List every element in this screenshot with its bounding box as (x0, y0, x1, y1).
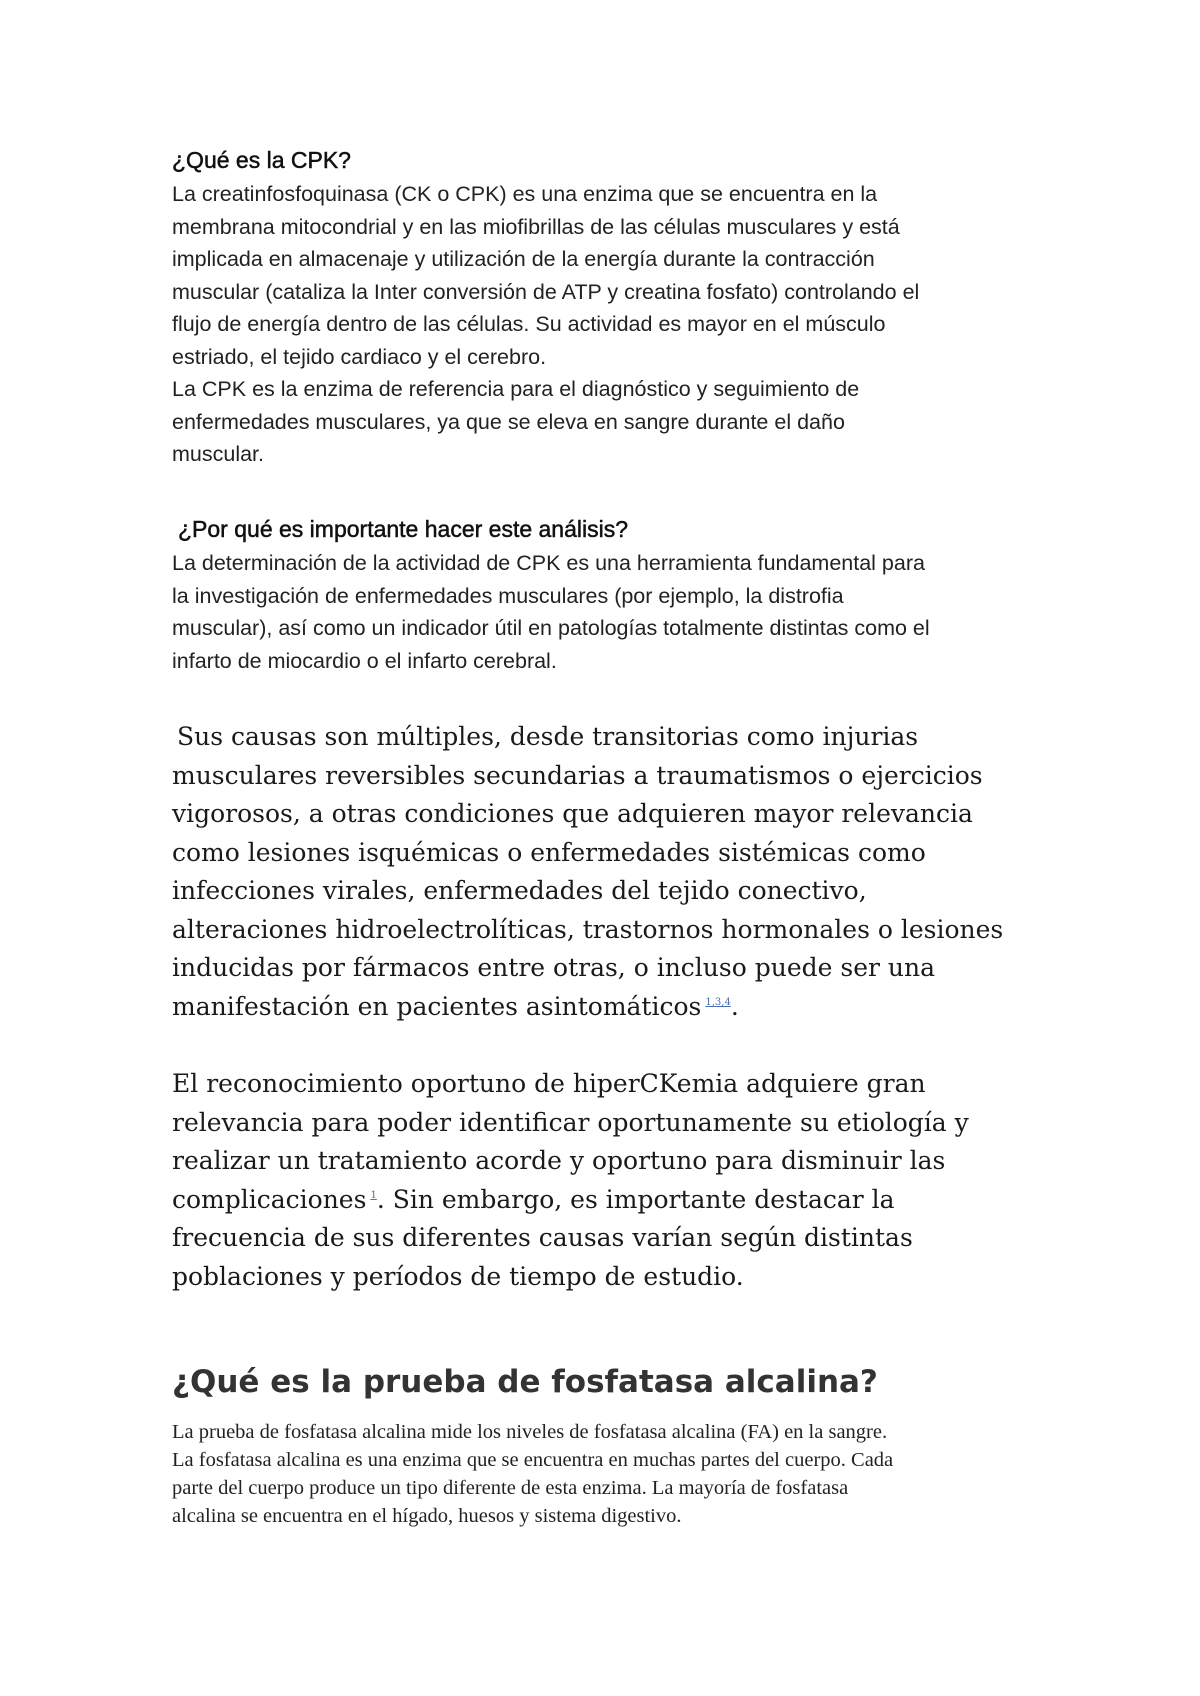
text-segment: . (730, 991, 739, 1021)
text-line: Sus causas son múltiples, desde transitorias como injurias (177, 722, 919, 751)
text-line: membrana mitocondrial y en las miofibrillas de las células musculares y está (172, 214, 900, 239)
text-line: muscular (cataliza la Inter conversión de ATP y creatina fosfato) controlando el (172, 279, 920, 304)
text-segment: complicaciones (172, 1184, 367, 1214)
text-line: La CPK es la enzima de referencia para el diagnóstico y seguimiento de (172, 377, 860, 401)
cpk-heading: ¿Qué es la CPK? (172, 147, 351, 173)
text-line: La prueba de fosfatasa alcalina mide los niveles de fosfatasa alcalina (FA) en la sangre. (172, 1421, 888, 1443)
text-line: frecuencia de sus diferentes causas varían según distintas (172, 1223, 913, 1252)
importance-paragraph (172, 547, 1052, 677)
text-line: La determinación de la actividad de CPK es una herramienta fundamental para (172, 551, 925, 575)
text-line: estriado, el tejido cardiaco y el cerebro. (172, 344, 547, 369)
causes-paragraph (172, 718, 1052, 1026)
text-line: infecciones virales, enfermedades del tejido conectivo, (172, 876, 867, 905)
text-line: parte del cuerpo produce un tipo diferente de esta enzima. La mayoría de fosfatasa (172, 1477, 849, 1499)
text-line: La fosfatasa alcalina es una enzima que se encuentra en muchas partes del cuerpo. Cada (172, 1449, 894, 1471)
text-line: vigorosos, a otras condiciones que adquieren mayor relevancia (172, 799, 973, 828)
text-line: enfermedades musculares, ya que se eleva en sangre durante el daño (172, 409, 845, 434)
fosfatasa-paragraph (172, 1418, 1052, 1530)
recognition-paragraph (172, 1065, 1052, 1296)
text-line: infarto de miocardio o el infarto cerebral. (172, 648, 557, 673)
text-segment: . Sin embargo, es importante destacar la (376, 1184, 895, 1214)
text-line: La creatinfosfoquinasa (CK o CPK) es una enzima que se encuentra en la (172, 182, 878, 206)
text-line: alteraciones hidroelectrolíticas, trastornos hormonales o lesiones (172, 914, 1004, 944)
reference-link[interactable]: 1 (370, 1190, 377, 1202)
text-line: como lesiones isquémicas o enfermedades sistémicas como (172, 837, 926, 867)
text-line: muscular. (172, 442, 265, 466)
text-line: relevancia para poder identificar oportunamente su etiología y (172, 1107, 969, 1137)
text-line: realizar un tratamiento acorde y oportuno para disminuir las (172, 1146, 946, 1175)
text-line: muscular), así como un indicador útil en patologías totalmente distintas como el (172, 616, 930, 640)
text-line (172, 988, 1052, 1027)
text-line: musculares reversibles secundarias a traumatismos o ejercicios (172, 760, 983, 790)
text-segment: manifestación en pacientes asintomáticos (172, 991, 702, 1021)
text-line: la investigación de enfermedades musculares (por ejemplo, la distrofia (172, 583, 844, 608)
text-line: flujo de energía dentro de las células. Su actividad es mayor en el músculo (172, 312, 886, 336)
reference-link[interactable]: 1,3,4 (705, 997, 731, 1009)
text-line: El reconocimiento oportuno de hiperCKemia adquiere gran (172, 1069, 926, 1098)
text-line: inducidas por fármacos entre otras, o incluso puede ser una (172, 953, 935, 982)
text-line: alcalina se encuentra en el hígado, huesos y sistema digestivo. (172, 1505, 682, 1527)
text-line: poblaciones y períodos de tiempo de estudio. (172, 1261, 744, 1291)
text-line (172, 1181, 1052, 1220)
cpk-paragraph (172, 178, 1052, 471)
fosfatasa-heading: ¿Qué es la prueba de fosfatasa alcalina? (172, 1364, 878, 1400)
importance-heading: ¿Por qué es importante hacer este análisis? (178, 516, 629, 542)
text-line: implicada en almacenaje y utilización de la energía durante la contracción (172, 247, 875, 271)
